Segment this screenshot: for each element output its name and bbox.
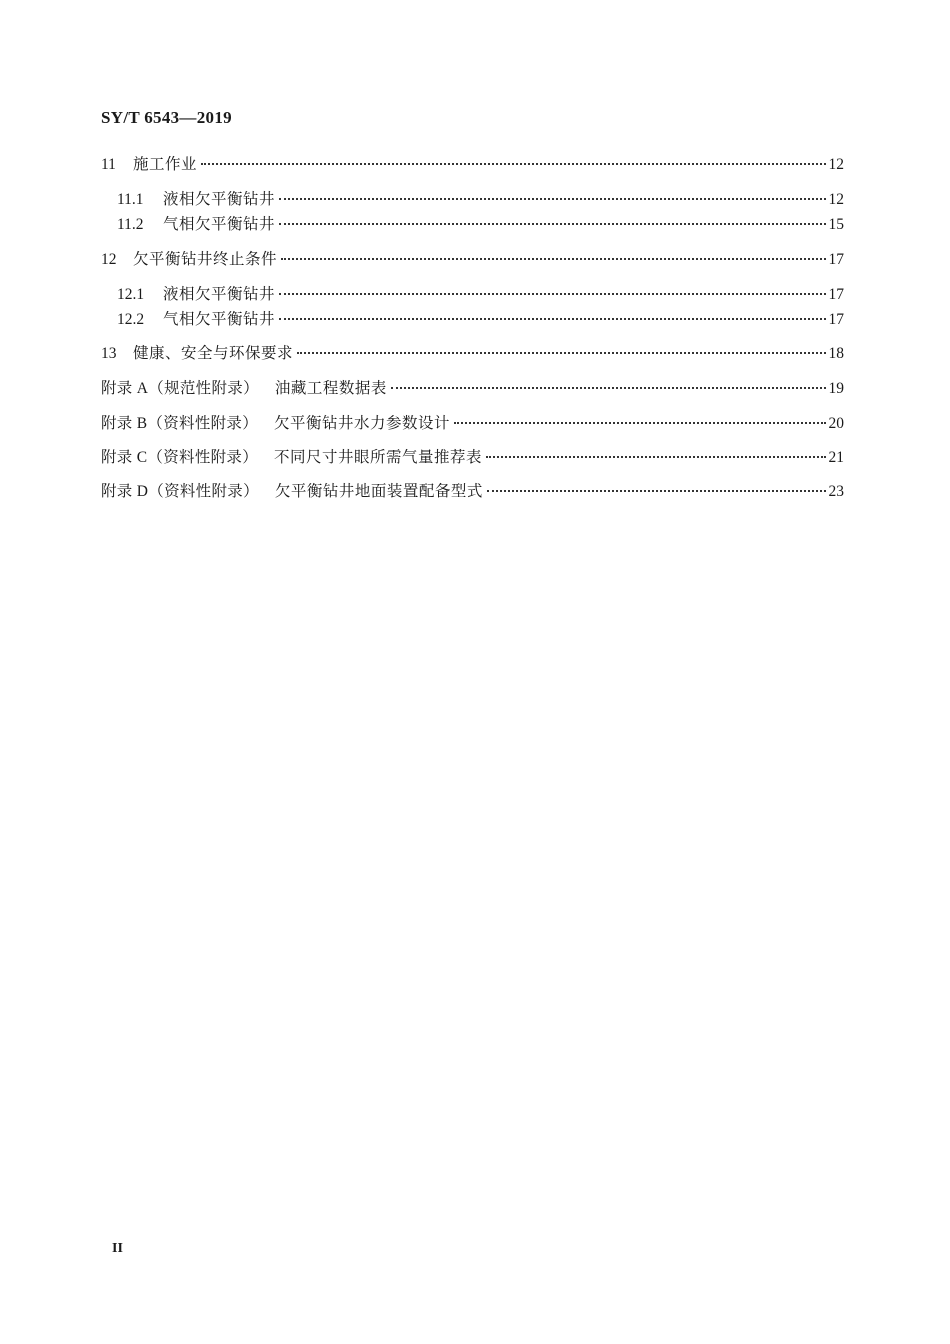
toc-entry-number: 附录 C（资料性附录）: [101, 449, 259, 466]
toc-entry-title: 气相欠平衡钻井: [163, 215, 276, 233]
toc-entry-number: 附录 A（规范性附录）: [101, 380, 259, 397]
toc-leader-dots: [281, 258, 825, 260]
toc-leader-dots: [297, 352, 825, 354]
toc-entry-number: 12: [101, 251, 117, 268]
toc-entry-title: 液相欠平衡钻井: [163, 190, 276, 208]
toc-entry-11[interactable]: [0, 154, 844, 174]
toc-entry-page: 17: [828, 251, 844, 268]
toc-entry-12-2[interactable]: [0, 309, 844, 329]
toc-leader-dots: [454, 422, 825, 424]
toc-leader-dots: [279, 223, 825, 225]
toc-entry-number: 附录 D（资料性附录）: [101, 483, 259, 500]
toc-entry-11-1[interactable]: [0, 189, 844, 209]
toc-entry-page: 21: [828, 449, 844, 466]
toc-entry-appendix-d[interactable]: [0, 481, 844, 501]
toc-entry-number: 11.1: [117, 191, 144, 208]
toc-entry-title: 液相欠平衡钻井: [163, 285, 276, 303]
toc-leader-dots: [487, 490, 826, 492]
toc-entry-page: 17: [828, 286, 844, 303]
toc-leader-dots: [486, 456, 825, 458]
toc-entry-12-1[interactable]: [0, 284, 844, 304]
toc-entry-title: 欠平衡钻井地面装置配备型式: [274, 482, 483, 500]
toc-entry-12[interactable]: [0, 249, 844, 269]
toc-leader-dots: [391, 387, 826, 389]
toc-entry-number: 13: [101, 345, 117, 362]
toc-leader-dots: [279, 293, 825, 295]
toc-entry-title: 施工作业: [133, 155, 198, 173]
toc-leader-dots: [201, 163, 825, 165]
standard-code: SY/T 6543—2019: [101, 108, 232, 127]
toc-entry-page: 17: [828, 311, 844, 328]
toc-entry-title: 健康、安全与环保要求: [133, 344, 294, 362]
toc-entry-appendix-b[interactable]: [0, 413, 844, 433]
toc-entry-appendix-a[interactable]: [0, 378, 844, 398]
toc-entry-number: 附录 B（资料性附录）: [101, 415, 259, 432]
toc-entry-number: 12.1: [117, 286, 145, 303]
toc-entry-number: 12.2: [117, 311, 145, 328]
toc-entry-title: 气相欠平衡钻井: [163, 310, 276, 328]
toc-entry-page: 23: [828, 483, 844, 500]
toc-entry-page: 15: [828, 216, 844, 233]
toc-leader-dots: [279, 198, 825, 200]
toc-leader-dots: [279, 318, 825, 320]
toc-entry-page: 18: [828, 345, 844, 362]
toc-entry-title: 欠平衡钻井终止条件: [133, 250, 278, 268]
toc-entry-13[interactable]: [0, 343, 844, 363]
toc-entry-title: 油藏工程数据表: [274, 379, 387, 397]
toc-entry-number: 11: [101, 156, 116, 173]
toc-entry-page: 19: [828, 380, 844, 397]
toc-entry-title: 欠平衡钻井水力参数设计: [274, 414, 451, 432]
toc-entry-page: 12: [828, 156, 844, 173]
page-number: II: [112, 1241, 123, 1256]
toc-entry-11-2[interactable]: [0, 214, 844, 234]
toc-entry-title: 不同尺寸井眼所需气量推荐表: [274, 448, 483, 466]
toc-entry-appendix-c[interactable]: [0, 447, 844, 467]
toc-entry-page: 12: [828, 191, 844, 208]
toc-entry-page: 20: [828, 415, 844, 432]
toc-entry-number: 11.2: [117, 216, 144, 233]
